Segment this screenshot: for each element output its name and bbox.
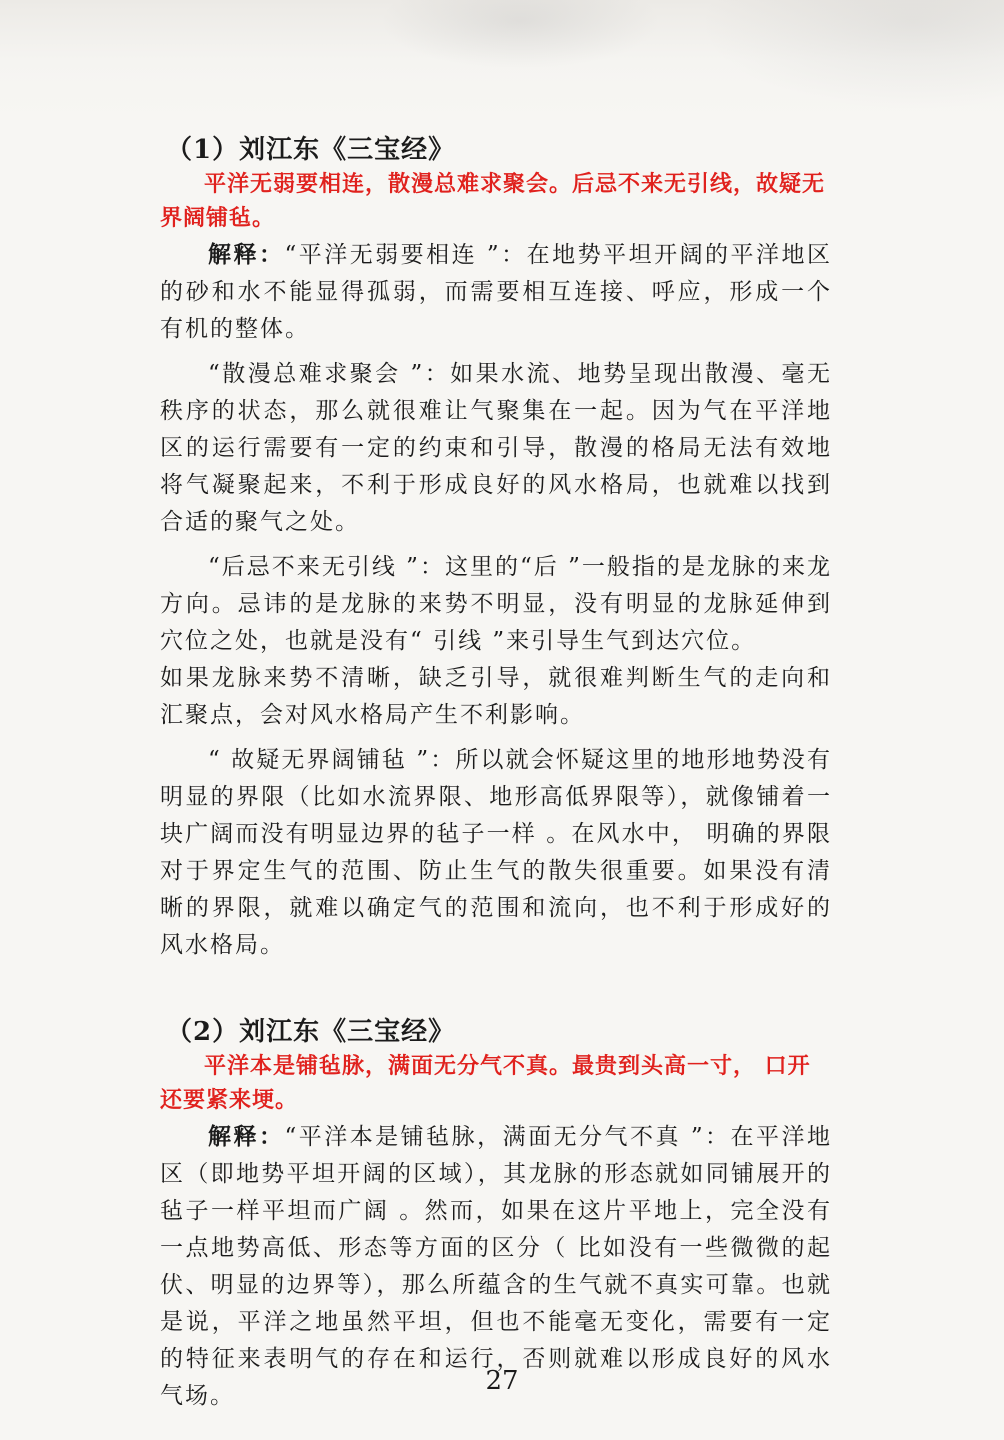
section-2 <box>160 1014 832 1415</box>
section-1-verse: 平洋无弱要相连，散漫总难求聚会。后忌不来无引线，故疑无界阔铺毡。 <box>160 172 826 231</box>
section-2-paragraph-1-text: “平洋本是铺毡脉，满面无分气不真 ”：在平洋地区（即地势平坦开阔的区域），其龙脉的形态就如同铺展开的毡子一样平坦而广阔 。然而，如果在这片平地上，完全没有一点地势高低、形态等方面的区分（ 比如没有一些微微的起伏、明显的边界等），那么所蕴含的生气就不真实可靠。也就是说，平洋之地虽然平坦，但也不能毫无变化，需要有一定的特征来表明气的存在和运行，否则就难以形成良好的风水气场。 <box>160 1124 833 1409</box>
page-number: 27 <box>485 1366 519 1396</box>
page-content <box>160 132 832 1415</box>
explanation-label: 解释： <box>208 241 285 268</box>
section-2-title: （2）刘江东《三宝经》 <box>166 1017 456 1047</box>
section-1-title: （1）刘江东《三宝经》 <box>166 135 456 165</box>
section-1 <box>160 132 832 964</box>
section-1-paragraph-5: “ 故疑无界阔铺毡 ”：所以就会怀疑这里的地形地势没有明显的界限（比如水流界限、地形高低界限等），就像铺着一块广阔而没有明显边界的毡子一样 。在风水中， 明确的界限对于界定生气的范围、防止生气的散失很重要。如果没有清晰的界限，就难以确定气的范围和流向，也不利于形成好的风水格局。 <box>160 747 832 958</box>
explanation-label: 解释： <box>208 1123 285 1150</box>
section-1-paragraph-3: “后忌不来无引线 ”：这里的“后 ”一般指的是龙脉的来龙方向。忌讳的是龙脉的来势不明显，没有明显的龙脉延伸到穴位之处，也就是没有“ 引线 ”来引导生气到达穴位。 <box>160 554 832 654</box>
section-2-verse: 平洋本是铺毡脉，满面无分气不真。最贵到头高一寸， 口开还要紧来埂。 <box>160 1054 811 1113</box>
scan-smudge <box>380 0 660 70</box>
section-1-paragraph-1 <box>160 236 832 348</box>
section-1-paragraph-1-text: “平洋无弱要相连 ”：在地势平坦开阔的平洋地区的砂和水不能显得孤弱，而需要相互连接、呼应，形成一个有机的整体。 <box>160 242 833 342</box>
section-1-paragraph-2: “散漫总难求聚会 ”：如果水流、地势呈现出散漫、毫无秩序的状态，那么就很难让气聚集在一起。因为气在平洋地区的运行需要有一定的约束和引导，散漫的格局无法有效地将气凝聚起来，不利于形成良好的风水格局，也就难以找到合适的聚气之处。 <box>160 361 832 535</box>
section-1-paragraph-4: 如果龙脉来势不清晰，缺乏引导，就很难判断生气的走向和汇聚点，会对风水格局产生不利影响。 <box>160 665 832 728</box>
scan-smudge-right <box>700 0 1004 110</box>
